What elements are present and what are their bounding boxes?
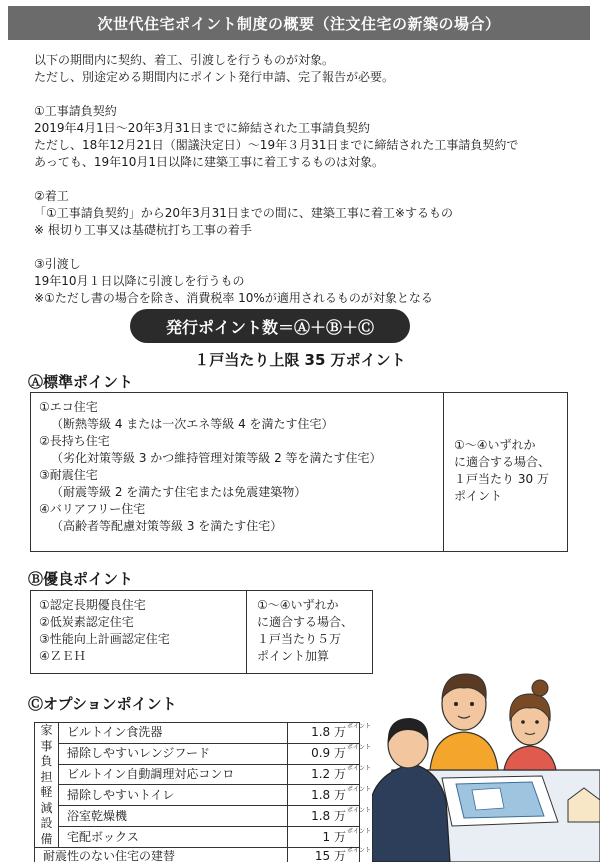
intro-line: 以下の期間内に契約、着工、引渡しを行うものが対象。 — [34, 53, 335, 67]
point-formula: 発行ポイント数＝Ⓐ＋Ⓑ＋Ⓒ — [130, 309, 410, 343]
option-name: 浴室乾燥機 — [59, 806, 288, 827]
intro-text — [34, 52, 582, 307]
note-line: に適合する場合、 — [257, 615, 354, 629]
start-title: ②着工 — [34, 189, 69, 203]
note-line: １戸当たり５万 — [257, 632, 342, 646]
table-row — [35, 785, 360, 806]
standard-item-label: ①エコ住宅 — [39, 400, 98, 414]
note-line: ポイント — [454, 489, 503, 503]
option-points: 1.8 万ポイント — [288, 723, 360, 744]
note-line: １戸当たり 30 万 — [454, 472, 549, 486]
consultation-illustration — [372, 660, 600, 862]
option-name: 耐震性のない住宅の建替 — [35, 848, 288, 862]
premium-item: ③性能向上計画認定住宅 — [39, 632, 170, 646]
table-row — [35, 723, 360, 744]
note-line: ①～④いずれか — [257, 598, 339, 612]
table-row — [35, 806, 360, 827]
woman-shirt — [504, 746, 556, 770]
note-line: ①～④いずれか — [454, 438, 536, 452]
option-points: 1.2 万ポイント — [288, 764, 360, 785]
note-line: に適合する場合、 — [454, 455, 551, 469]
contract-line: ただし、18年12月21日（閣議決定日）～19年３月31日までに締結された工事請負契約で — [34, 138, 519, 152]
premium-item: ②低炭素認定住宅 — [39, 615, 134, 629]
option-name: 掃除しやすいレンジフード — [59, 743, 288, 764]
option-name: ビルトイン自動調理対応コンロ — [59, 764, 288, 785]
premium-points-note — [246, 591, 373, 673]
page-title: 次世代住宅ポイント制度の概要（注文住宅の新築の場合） — [8, 6, 590, 40]
intro-line: ただし、別途定める期間内にポイント発行申請、完了報告が必要。 — [34, 70, 395, 84]
delivery-title: ③引渡し — [34, 257, 81, 271]
standard-item-label: ②長持ち住宅 — [39, 434, 110, 448]
table-row — [35, 743, 360, 764]
option-category — [35, 723, 59, 848]
delivery-line: ※①ただし書の場合を除き、消費税率 10%が適用されるものが対象となる — [34, 291, 433, 305]
standard-points-box — [30, 392, 568, 552]
contract-title: ①工事請負契約 — [34, 104, 117, 118]
option-name: 宅配ボックス — [59, 827, 288, 848]
table-row — [35, 848, 360, 862]
option-name: ビルトイン食洗器 — [59, 723, 288, 744]
standard-points-list — [39, 399, 382, 535]
option-points-table — [34, 722, 372, 862]
premium-points-list — [39, 597, 170, 665]
option-points: 1 万ポイント — [288, 827, 360, 848]
table-row — [35, 764, 360, 785]
standard-item-detail: （耐震等級 2 を満たす住宅または免震建築物） — [51, 485, 307, 499]
option-points: 15 万ポイント — [288, 848, 360, 862]
contract-line: 2019年4月1日～20年3月31日までに締結された工事請負契約 — [34, 121, 370, 135]
option-points: 0.9 万ポイント — [288, 743, 360, 764]
premium-points-box — [30, 590, 373, 674]
premium-points-title: Ⓑ優良ポイント — [28, 570, 134, 588]
standard-points-note — [443, 393, 568, 551]
note-line: ポイント加算 — [257, 649, 330, 663]
standard-item-detail: （断熱等級 4 または一次エネ等級 4 を満たす住宅） — [51, 417, 334, 431]
premium-item: ④ＺＥＨ — [39, 649, 86, 663]
standard-item-detail: （高齢者等配慮対策等級 3 を満たす住宅） — [51, 519, 283, 533]
option-category-label: 家 事 負 担 軽 減 設 備 — [40, 723, 53, 846]
point-limit: １戸当たり上限 35 万ポイント — [194, 351, 406, 369]
standard-item-detail: （劣化対策等級 3 かつ維持管理対策等級 2 等を満たす住宅） — [51, 451, 382, 465]
table-row — [35, 827, 360, 848]
standard-item-label: ④バリアフリー住宅 — [39, 502, 146, 516]
start-line: 「①工事請負契約」から20年3月31日までの間に、建築工事に着工※するもの — [34, 206, 453, 220]
delivery-line: 19年10月１日以降に引渡しを行うもの — [34, 274, 245, 288]
contract-line: あっても、19年10月1日以降に建築工事に着工するものは対象。 — [34, 155, 385, 169]
option-name: 掃除しやすいトイレ — [59, 785, 288, 806]
option-points: 1.8 万ポイント — [288, 785, 360, 806]
premium-item: ①認定長期優良住宅 — [39, 598, 146, 612]
start-line: ※ 根切り工事又は基礎杭打ち工事の着手 — [34, 223, 252, 237]
man-shirt — [430, 732, 498, 770]
standard-item-label: ③耐震住宅 — [39, 468, 98, 482]
option-points-title: Ⓒオプションポイント — [28, 695, 177, 713]
standard-points-title: Ⓐ標準ポイント — [28, 373, 134, 391]
option-points: 1.8 万ポイント — [288, 806, 360, 827]
